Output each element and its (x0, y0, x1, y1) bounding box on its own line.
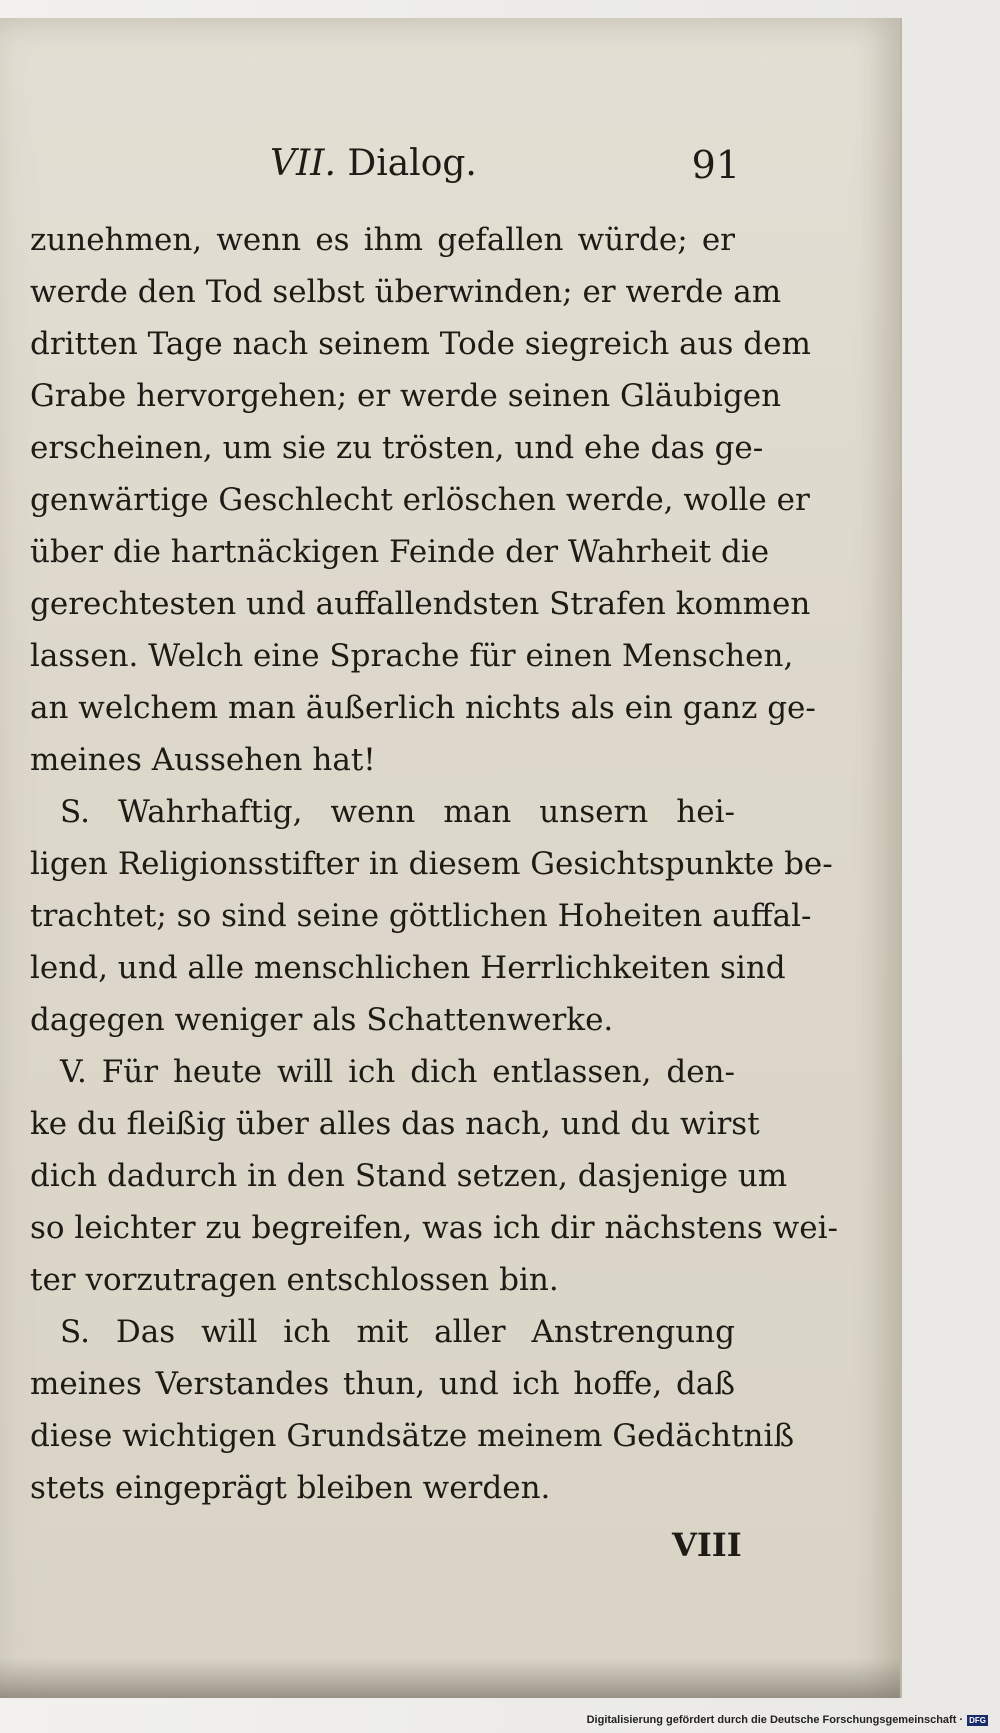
text-line: lassen. Welch eine Sprache für einen Menschen, (30, 638, 794, 674)
text-line: so leichter zu begreifen, was ich dir nächstens wei- (30, 1210, 838, 1246)
catchword: VIII (672, 1526, 742, 1564)
digitization-credit (587, 1710, 988, 1730)
running-head (30, 143, 740, 203)
running-head-title (270, 143, 477, 184)
text-line: diese wichtigen Grundsätze meinem Gedächtniß (30, 1418, 795, 1454)
text-line: stets eingeprägt bleiben werden. (30, 1470, 551, 1506)
body-text (30, 214, 838, 1514)
text-line: dritten Tage nach seinem Tode siegreich aus dem (30, 326, 811, 362)
text-line: trachtet; so sind seine göttlichen Hoheiten auffal- (30, 898, 812, 934)
text-line: S. Wahrhaftig, wenn man unsern hei- (60, 794, 735, 830)
text-line: meines Verstandes thun, und ich hoffe, daß (30, 1366, 735, 1402)
text-line: meines Aussehen hat! (30, 742, 376, 778)
page-number: 91 (691, 143, 740, 187)
text-line: S. Das will ich mit aller Anstrengung (60, 1314, 735, 1350)
text-line: ke du fleißig über alles das nach, und du wirst (30, 1106, 760, 1142)
credit-text: Digitalisierung gefördert durch die Deutsche Forschungsgemeinschaft · (586, 1714, 964, 1726)
text-line: gerechtesten und auffallendsten Strafen kommen (30, 586, 811, 622)
text-line: lend, und alle menschlichen Herrlichkeiten sind (30, 950, 786, 986)
chapter-numeral: VII. (270, 143, 336, 184)
text-line: genwärtige Geschlecht erlöschen werde, wolle er (30, 482, 810, 518)
text-line: werde den Tod selbst überwinden; er werde am (30, 274, 782, 310)
page-edge-shadow (0, 1658, 900, 1698)
text-line: an welchem man äußerlich nichts als ein ganz ge- (30, 690, 816, 726)
text-line: Grabe hervorgehen; er werde seinen Gläubigen (30, 378, 782, 414)
text-line: dich dadurch in den Stand setzen, dasjenige um (30, 1158, 788, 1194)
text-line: zunehmen, wenn es ihm gefallen würde; er (30, 222, 735, 258)
book-page (0, 18, 902, 1698)
text-line: ligen Religionsstifter in diesem Gesichtspunkte be- (30, 846, 833, 882)
text-line: V. Für heute will ich dich entlassen, den- (60, 1054, 735, 1090)
chapter-title: Dialog. (347, 143, 477, 184)
text-line: erscheinen, um sie zu trösten, und ehe das ge- (30, 430, 764, 466)
dfg-logo: DFG (969, 1715, 986, 1725)
text-line: über die hartnäckigen Feinde der Wahrheit die (30, 534, 770, 570)
text-line: ter vorzutragen entschlossen bin. (30, 1262, 559, 1298)
text-line: dagegen weniger als Schattenwerke. (30, 1002, 614, 1038)
